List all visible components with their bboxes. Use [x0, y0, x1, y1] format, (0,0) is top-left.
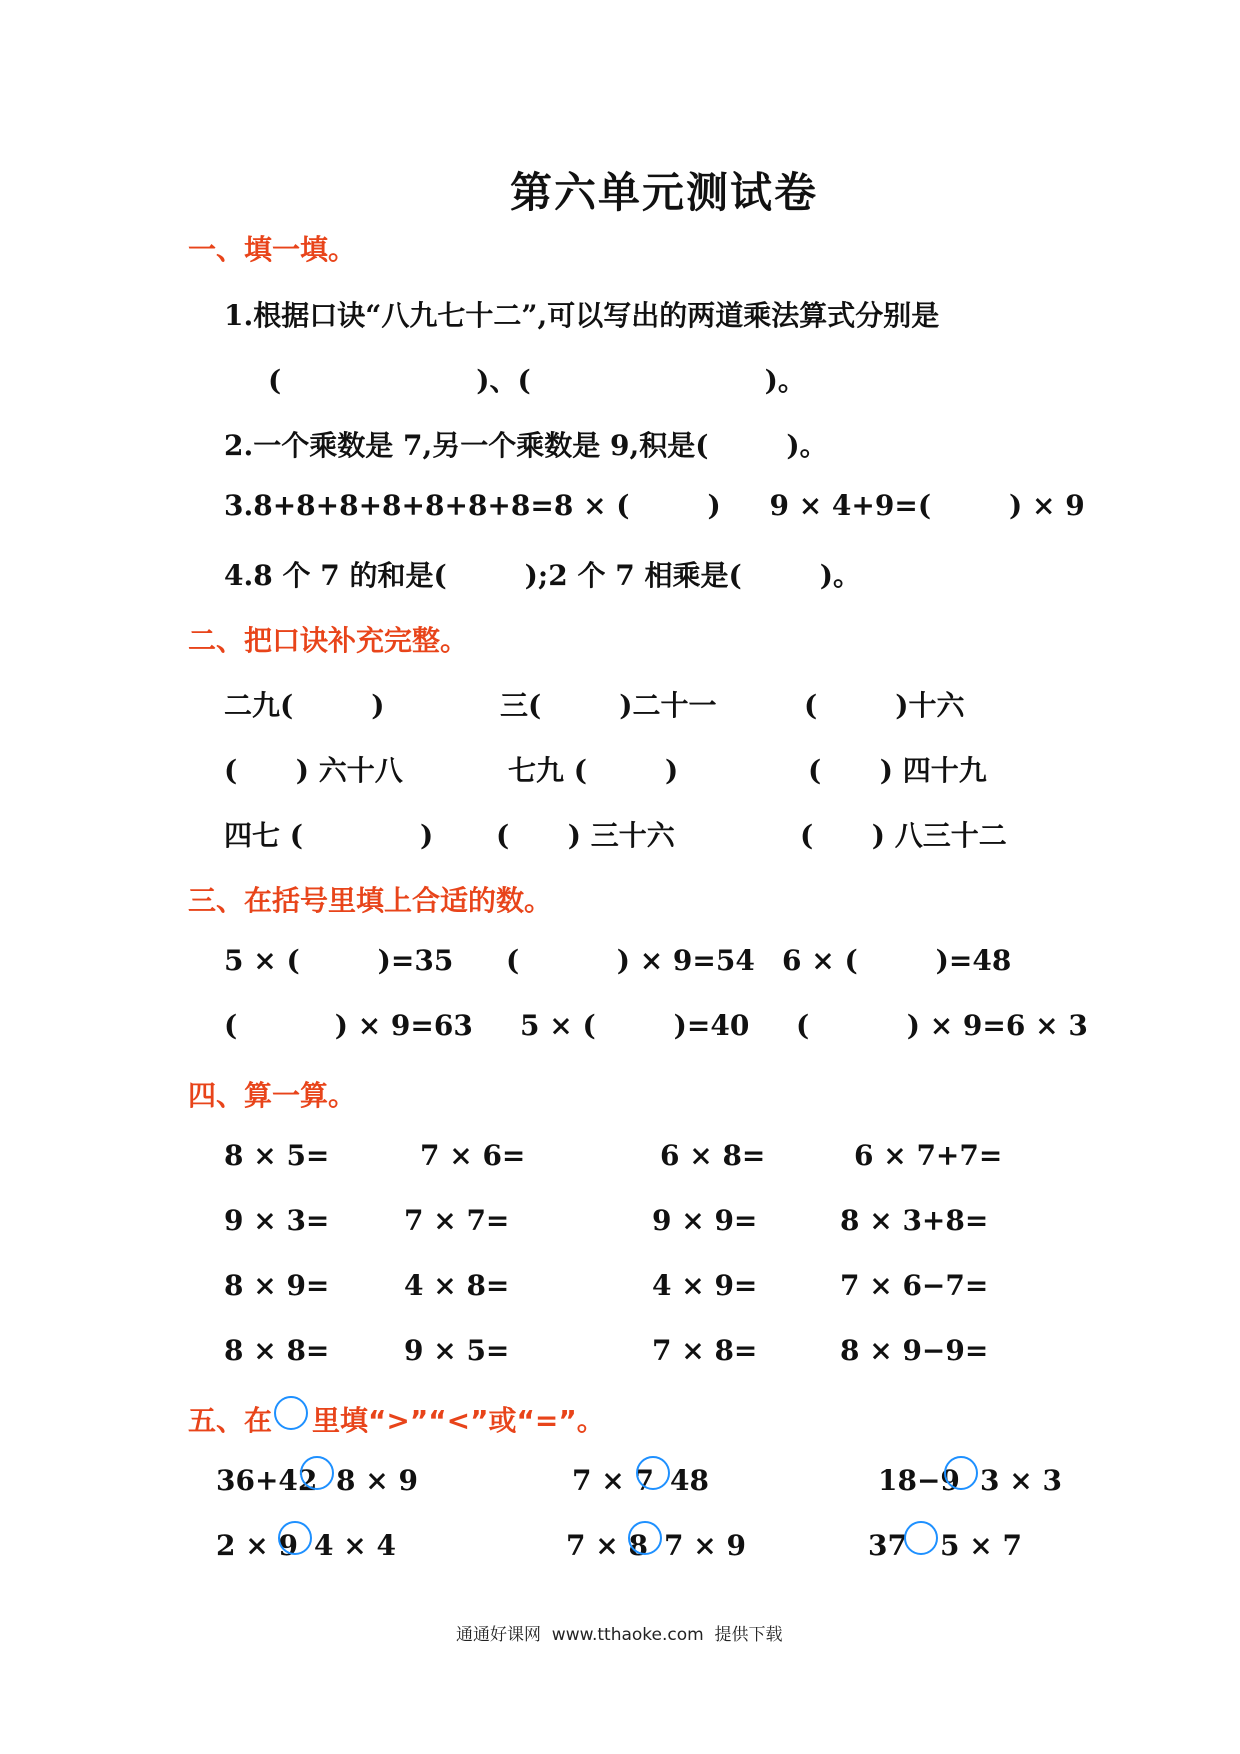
compare-left: 2 × 9 — [216, 1529, 298, 1562]
rhyme-item: 四七 ( ) — [224, 819, 434, 852]
compare-circle[interactable] — [904, 1521, 938, 1555]
calc-item: 8 × 9−9= — [840, 1334, 989, 1367]
rhyme-item: 三( )二十一 — [500, 689, 717, 722]
calc-item: 4 × 8= — [404, 1269, 510, 1302]
fill-item: 6 × ( )=48 — [782, 944, 1012, 977]
section-5-heading-part-2: 里填“>”“<”或“=”。 — [312, 1404, 605, 1437]
fill-item: ( ) × 9=6 × 3 — [796, 1009, 1088, 1042]
compare-left: 7 × 8 — [566, 1529, 648, 1562]
compare-left: 18−9 — [878, 1464, 960, 1497]
question-2: 2.一个乘数是 7,另一个乘数是 9,积是( )。 — [224, 429, 828, 462]
calc-item: 7 × 8= — [652, 1334, 758, 1367]
rhyme-item: 二九( ) — [224, 689, 385, 722]
fill-item: ( ) × 9=54 — [506, 944, 755, 977]
fill-item: ( ) × 9=63 — [224, 1009, 473, 1042]
calc-item: 8 × 3+8= — [840, 1204, 989, 1237]
page-title: 第六单元测试卷 — [510, 168, 819, 217]
calc-item: 8 × 9= — [224, 1269, 330, 1302]
section-1-heading: 一、填一填。 — [188, 233, 357, 266]
section-5-heading-part-1: 五、在 — [188, 1404, 273, 1437]
compare-circle[interactable] — [278, 1521, 312, 1555]
question-3: 3.8+8+8+8+8+8+8=8 × ( ) 9 × 4+9=( ) × 9 — [224, 489, 1085, 522]
compare-right: 4 × 4 — [314, 1529, 396, 1562]
compare-right: 5 × 7 — [940, 1529, 1022, 1562]
compare-right: 7 × 9 — [664, 1529, 746, 1562]
compare-circle[interactable] — [300, 1456, 334, 1490]
question-4: 4.8 个 7 的和是( );2 个 7 相乘是( )。 — [224, 559, 861, 592]
footer-text: 通通好课网 www.tthaoke.com 提供下载 — [456, 1625, 783, 1645]
calc-item: 9 × 3= — [224, 1204, 330, 1237]
rhyme-item: ( ) 三十六 — [496, 819, 675, 852]
question-1-line-2: ( )、( )。 — [268, 364, 806, 397]
section-2-heading: 二、把口诀补充完整。 — [188, 624, 469, 657]
rhyme-item: ( )十六 — [804, 689, 965, 722]
calc-item: 7 × 6−7= — [840, 1269, 989, 1302]
compare-circle[interactable] — [636, 1456, 670, 1490]
calc-item: 8 × 8= — [224, 1334, 330, 1367]
calc-item: 7 × 7= — [404, 1204, 510, 1237]
section-3-heading: 三、在括号里填上合适的数。 — [188, 884, 553, 917]
compare-circle[interactable] — [628, 1521, 662, 1555]
calc-item: 8 × 5= — [224, 1139, 330, 1172]
compare-right: 3 × 3 — [980, 1464, 1062, 1497]
rhyme-item: ( ) 四十九 — [808, 754, 987, 787]
calc-item: 7 × 6= — [420, 1139, 526, 1172]
fill-item: 5 × ( )=40 — [520, 1009, 750, 1042]
compare-left: 36+42 — [216, 1464, 318, 1497]
heading-circle-icon — [274, 1396, 308, 1430]
rhyme-item: ( ) 八三十二 — [800, 819, 1007, 852]
calc-item: 6 × 8= — [660, 1139, 766, 1172]
compare-circle[interactable] — [944, 1456, 978, 1490]
compare-right: 8 × 9 — [336, 1464, 418, 1497]
calc-item: 9 × 9= — [652, 1204, 758, 1237]
calc-item: 9 × 5= — [404, 1334, 510, 1367]
compare-right: 48 — [670, 1464, 709, 1497]
fill-item: 5 × ( )=35 — [224, 944, 454, 977]
calc-item: 6 × 7+7= — [854, 1139, 1003, 1172]
calc-item: 4 × 9= — [652, 1269, 758, 1302]
compare-left: 7 × 7 — [572, 1464, 654, 1497]
question-1-line-1: 1.根据口诀“八九七十二”,可以写出的两道乘法算式分别是 — [224, 299, 940, 332]
compare-left: 37 — [868, 1529, 907, 1562]
rhyme-item: ( ) 六十八 — [224, 754, 403, 787]
section-4-heading: 四、算一算。 — [188, 1079, 357, 1112]
rhyme-item: 七九 ( ) — [508, 754, 679, 787]
